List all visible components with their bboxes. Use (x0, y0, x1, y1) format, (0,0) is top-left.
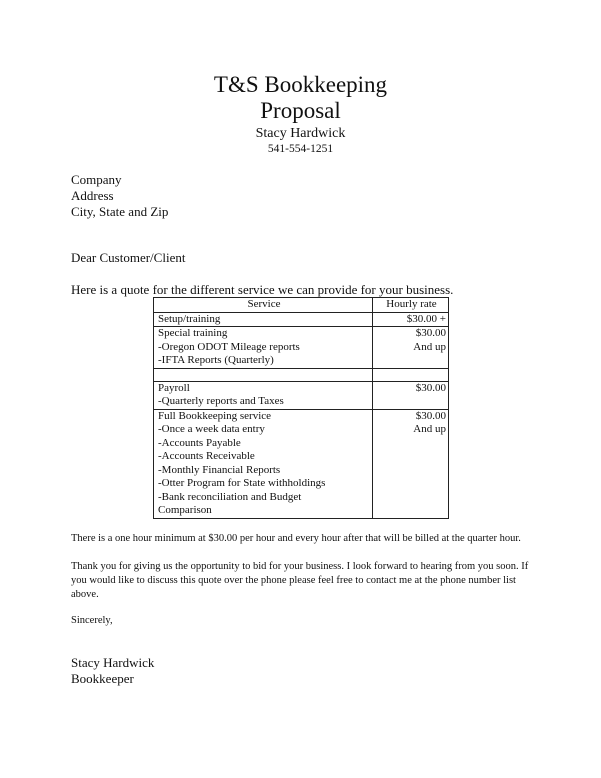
recipient-address: Address (71, 188, 114, 203)
header-rate: Hourly rate (373, 298, 449, 313)
rate-line: $30.00 (415, 327, 446, 339)
table-spacer-row (154, 368, 449, 381)
quote-table (153, 297, 449, 519)
table-row (154, 327, 449, 369)
closing: Sincerely, (71, 615, 113, 626)
greeting: Dear Customer/Client (71, 250, 186, 265)
service-line: -IFTA Reports (Quarterly) (158, 354, 274, 366)
service-line: -Bank reconciliation and Budget (158, 490, 302, 503)
rate-cell (373, 409, 449, 518)
rate-line: $30.00 (415, 409, 446, 422)
service-line: -Accounts Payable (158, 436, 241, 449)
intro-text: Here is a quote for the different service we can provide for your business. (71, 282, 454, 297)
rate-cell (373, 381, 449, 409)
thanks-paragraph: Thank you for giving us the opportunity to bid for your business. I look forward to hearing from you soon. If you would like to discuss this quote over the phone please feel free to contact me at the phone number list above. (71, 561, 529, 600)
rate-line: And up (413, 340, 446, 353)
service-cell (154, 409, 373, 518)
header-service: Service (154, 298, 373, 313)
minimum-paragraph: There is a one hour minimum at $30.00 per hour and every hour after that will be billed at the quarter hour. (71, 533, 521, 544)
service-line: Setup/training (158, 312, 221, 325)
rate-line: And up (413, 423, 446, 435)
service-line: -Accounts Receivable (158, 450, 255, 462)
service-line: -Quarterly reports and Taxes (158, 395, 284, 407)
service-line: Payroll (158, 381, 190, 394)
rate-cell (373, 327, 449, 369)
table-row (154, 409, 449, 518)
signature-name: Stacy Hardwick (71, 655, 155, 670)
author-phone: 541-554-1251 (267, 143, 334, 155)
service-line: Comparison (158, 504, 212, 516)
rate-line: $30.00 + (406, 312, 446, 325)
service-line: Full Bookkeeping service (158, 409, 272, 422)
empty-cell (154, 368, 373, 381)
service-cell (154, 327, 373, 369)
recipient-city-state-zip: City, State and Zip (71, 204, 169, 219)
rate-cell (373, 312, 449, 327)
service-cell (154, 312, 373, 327)
recipient-company: Company (71, 172, 122, 187)
empty-cell (373, 368, 449, 381)
signature-role: Bookkeeper (71, 671, 134, 686)
service-line: -Oregon ODOT Mileage reports (158, 340, 300, 353)
service-line: -Once a week data entry (158, 423, 265, 435)
table-row (154, 312, 449, 327)
rate-line: $30.00 (415, 381, 446, 394)
service-line: -Monthly Financial Reports (158, 463, 281, 476)
service-line: -Otter Program for State withholdings (158, 477, 326, 489)
document-subtitle: Proposal (260, 98, 341, 123)
document-title: T&S Bookkeeping (213, 72, 388, 97)
table-row (154, 381, 449, 409)
table-header-row (154, 298, 449, 313)
service-line: Special training (158, 327, 228, 339)
service-cell (154, 381, 373, 409)
author-name: Stacy Hardwick (255, 126, 346, 141)
